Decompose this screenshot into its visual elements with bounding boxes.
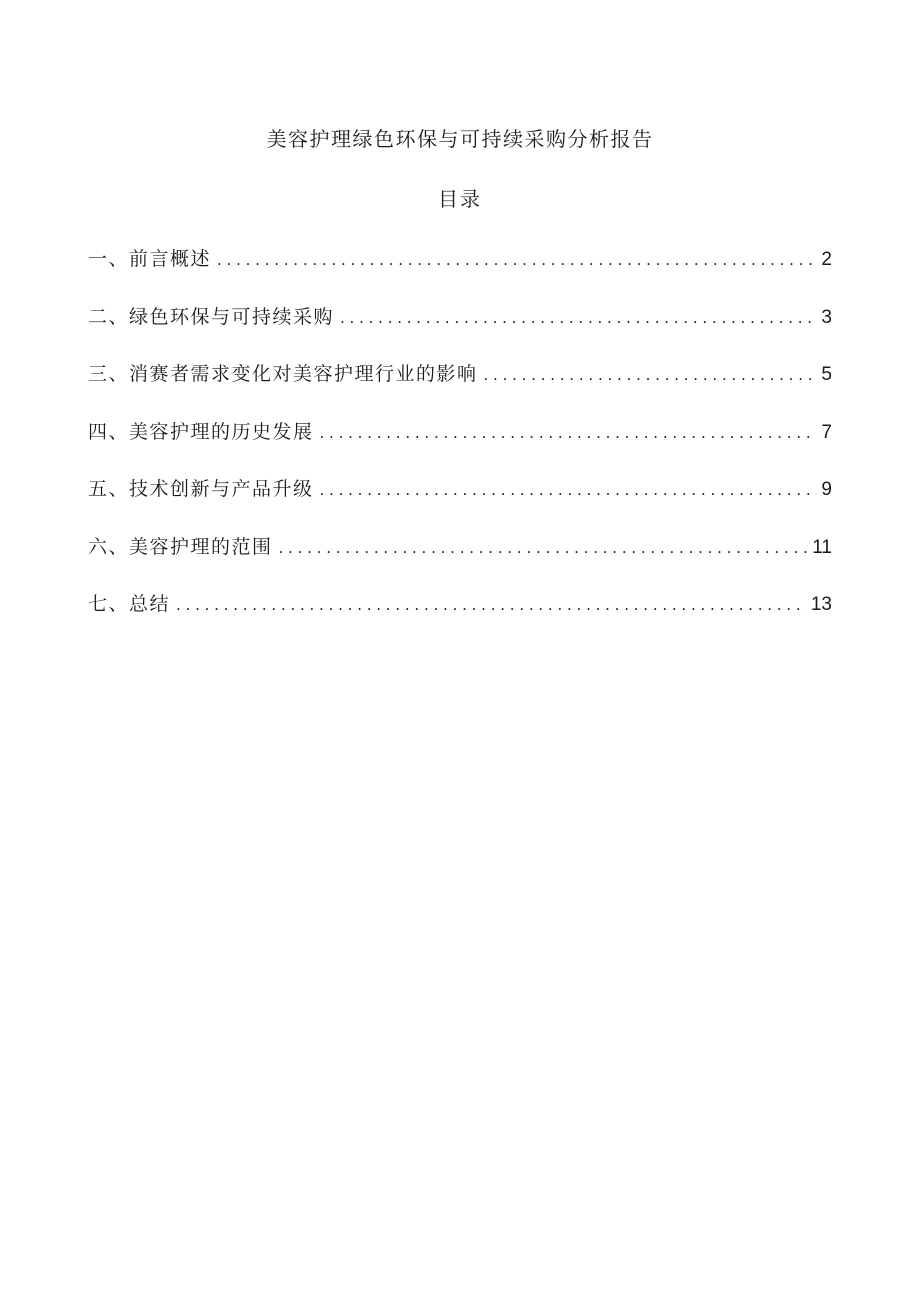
toc-page-number: 7 (821, 421, 832, 443)
toc-entry-label: 二、绿色环保与可持续采购 (88, 305, 335, 328)
toc-entry-consumer-demand[interactable] (88, 359, 832, 417)
toc-entry-label: 三、消赛者需求变化对美容护理行业的影响 (88, 363, 478, 385)
toc-entry-scope[interactable] (88, 532, 832, 590)
toc-dot-leader (279, 533, 809, 563)
toc-dot-leader (484, 360, 818, 390)
toc-dot-leader (320, 418, 818, 448)
toc-entry-label: 七、总结 (88, 593, 171, 615)
toc-entry-label: 一、前言概述 (88, 248, 212, 270)
table-of-contents (88, 244, 832, 647)
toc-page-number: 11 (812, 536, 832, 558)
toc-dot-leader (176, 590, 807, 620)
toc-page-number: 5 (821, 364, 832, 385)
toc-page-number: 9 (821, 479, 832, 500)
toc-dot-leader (320, 475, 818, 505)
toc-entry-label: 五、技术创新与产品升级 (88, 478, 314, 500)
document-title: 美容护理绿色环保与可持续采购分析报告 (266, 127, 654, 151)
toc-entry-green-procurement[interactable] (88, 302, 832, 360)
toc-dot-leader (340, 303, 817, 333)
toc-entry-label: 六、美容护理的范围 (88, 535, 273, 558)
toc-page-number: 3 (821, 306, 832, 328)
toc-entry-label: 四、美容护理的历史发展 (88, 420, 314, 443)
toc-page-number: 13 (810, 594, 832, 615)
toc-entry-innovation[interactable] (88, 474, 832, 532)
toc-page-number: 2 (821, 249, 832, 270)
toc-entry-preface[interactable] (88, 244, 832, 302)
toc-heading: 目录 (438, 187, 482, 211)
toc-entry-history[interactable] (88, 417, 832, 475)
toc-dot-leader (217, 245, 817, 275)
toc-entry-summary[interactable] (88, 589, 832, 647)
